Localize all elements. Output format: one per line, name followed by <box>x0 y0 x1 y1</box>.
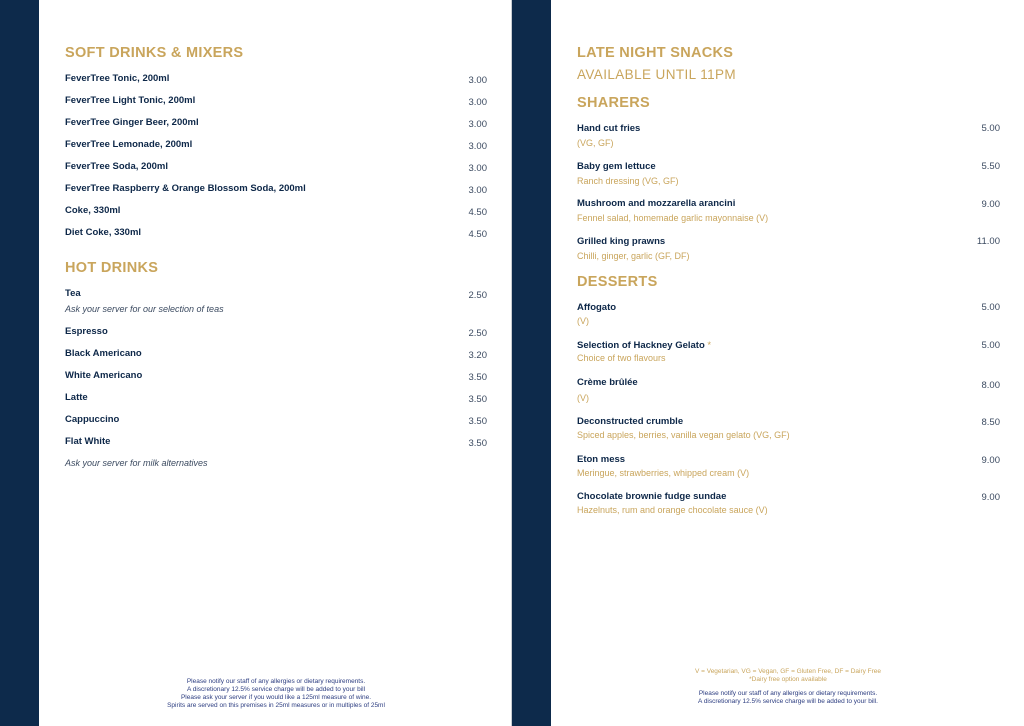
item-description: Fennel salad, homemade garlic mayonnaise (V) <box>577 213 769 223</box>
item-description: Meringue, strawberries, whipped cream (V) <box>577 468 750 478</box>
dairy-free-star: * <box>707 340 712 351</box>
item-price: 3.50 <box>468 438 487 449</box>
footer-line: A discretionary 12.5% service charge will be added to your bill <box>186 686 366 693</box>
item-price: 3.00 <box>468 97 487 108</box>
item-price: 3.00 <box>468 75 487 86</box>
item-name: Grilled king prawns <box>577 236 666 247</box>
item-name: Affogato <box>577 302 617 313</box>
food-page <box>551 0 1024 726</box>
item-name: Hand cut fries <box>577 123 641 134</box>
item-name: FeverTree Light Tonic, 200ml <box>65 95 196 106</box>
item-name: Chocolate brownie fudge sundae <box>577 491 727 502</box>
late-night-heading: LATE NIGHT SNACKS <box>577 45 734 61</box>
late-night-subtitle: AVAILABLE UNTIL 11PM <box>577 67 737 82</box>
item-price: 5.50 <box>981 161 1000 172</box>
item-name: Crème brûlée <box>577 377 638 388</box>
item-name: Coke, 330ml <box>65 205 121 216</box>
footer-line: Spirits are served on this premises in 25ml measures or in multiples of 25ml <box>167 702 385 709</box>
left-navy-band <box>0 0 39 726</box>
item-name: Black Americano <box>65 348 142 359</box>
item-name: Latte <box>65 392 88 403</box>
item-name: Deconstructed crumble <box>577 416 684 427</box>
item-price: 3.50 <box>468 394 487 405</box>
center-navy-band <box>512 0 551 726</box>
item-description: (V) <box>577 393 589 403</box>
desserts-heading: DESSERTS <box>577 274 658 290</box>
item-name: FeverTree Soda, 200ml <box>65 161 168 172</box>
item-price: 3.50 <box>468 416 487 427</box>
item-price: 3.00 <box>468 185 487 196</box>
item-price: 2.50 <box>468 328 487 339</box>
item-description: Choice of two flavours <box>577 353 666 363</box>
item-description: Hazelnuts, rum and orange chocolate sauce (V) <box>577 505 768 515</box>
footer-line: Please notify our staff of any allergies or dietary requirements. <box>698 690 878 697</box>
item-name: Tea <box>65 288 81 299</box>
item-price: 5.00 <box>981 123 1000 134</box>
item-name: Baby gem lettuce <box>577 161 656 172</box>
item-name: Espresso <box>65 326 108 337</box>
sharers-heading: SHARERS <box>577 95 650 111</box>
item-price: 5.00 <box>981 340 1000 351</box>
drinks-page <box>39 0 511 726</box>
item-price: 3.00 <box>468 119 487 130</box>
item-price: 3.00 <box>468 163 487 174</box>
item-price: 9.00 <box>981 199 1000 210</box>
dairy-free-note: *Dairy free option available <box>749 676 827 683</box>
item-price: 4.50 <box>468 229 487 240</box>
milk-alternatives-note: Ask your server for milk alternatives <box>65 458 208 468</box>
tea-note: Ask your server for our selection of teas <box>65 304 224 314</box>
item-name: FeverTree Ginger Beer, 200ml <box>65 117 199 128</box>
item-description: (V) <box>577 316 589 326</box>
item-price: 8.00 <box>981 380 1000 391</box>
item-name: FeverTree Tonic, 200ml <box>65 73 170 84</box>
item-name: FeverTree Raspberry & Orange Blossom Soda, 200ml <box>65 183 306 194</box>
item-price: 3.50 <box>468 372 487 383</box>
item-description: (VG, GF) <box>577 138 614 148</box>
item-price: 2.50 <box>468 290 487 301</box>
item-name: FeverTree Lemonade, 200ml <box>65 139 193 150</box>
item-price: 5.00 <box>981 302 1000 313</box>
left-footer <box>139 678 413 710</box>
footer-line: Please notify our staff of any allergies or dietary requirements. <box>186 678 366 685</box>
soft-drinks-heading: SOFT DRINKS & MIXERS <box>65 45 244 61</box>
item-description: Ranch dressing (VG, GF) <box>577 176 679 186</box>
item-name: Flat White <box>65 436 111 447</box>
item-name: Eton mess <box>577 454 626 465</box>
right-footer <box>651 668 925 706</box>
item-price: 9.00 <box>981 492 1000 503</box>
hot-drinks-heading: HOT DRINKS <box>65 260 159 276</box>
item-name: White Americano <box>65 370 143 381</box>
item-name: Diet Coke, 330ml <box>65 227 142 238</box>
item-price: 3.20 <box>468 350 487 361</box>
item-price: 11.00 <box>976 236 1000 247</box>
dietary-key: V = Vegetarian, VG = Vegan, GF = Gluten Free, DF = Dairy Free <box>694 668 882 675</box>
item-description: Spiced apples, berries, vanilla vegan gelato (VG, GF) <box>577 430 790 440</box>
footer-line: Please ask your server if you would like a 125ml measure of wine. <box>180 694 372 701</box>
item-name <box>577 340 711 351</box>
item-name-text: Selection of Hackney Gelato <box>577 340 705 351</box>
item-name: Cappuccino <box>65 414 120 425</box>
item-price: 8.50 <box>981 417 1000 428</box>
footer-line: A discretionary 12.5% service charge will be added to your bill. <box>698 698 878 705</box>
item-price: 3.00 <box>468 141 487 152</box>
item-name: Mushroom and mozzarella arancini <box>577 198 736 209</box>
page-fold-divider <box>511 0 512 726</box>
item-description: Chilli, ginger, garlic (GF, DF) <box>577 251 690 261</box>
item-price: 4.50 <box>468 207 487 218</box>
item-price: 9.00 <box>981 455 1000 466</box>
